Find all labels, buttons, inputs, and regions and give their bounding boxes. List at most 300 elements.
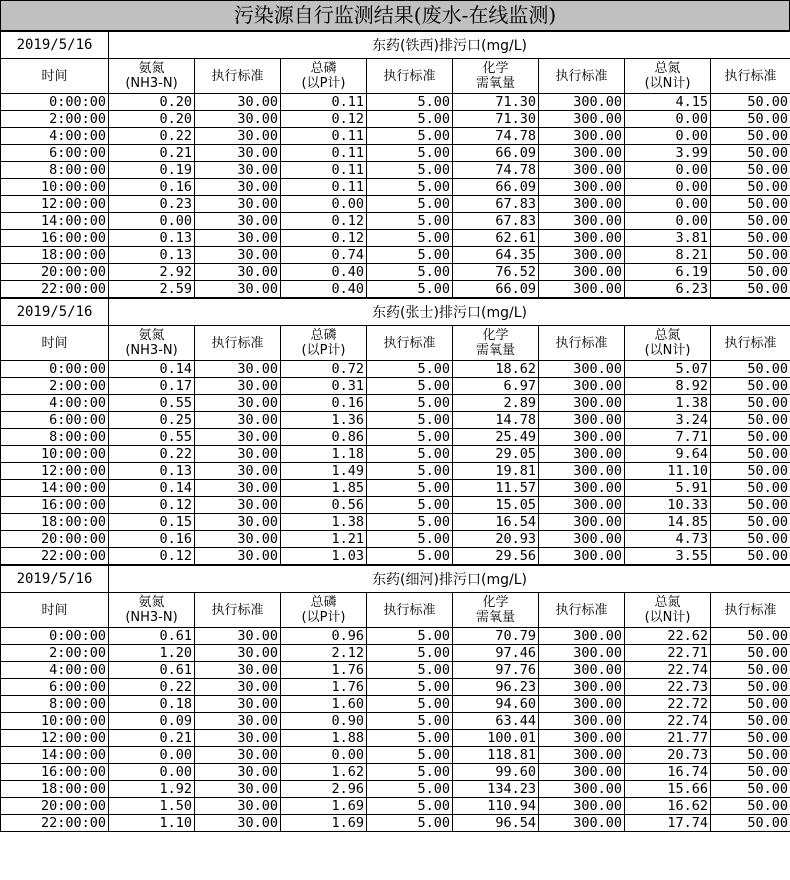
header-standard-phosphorus (367, 59, 453, 94)
cell-standard: 50.00 (711, 412, 790, 429)
header-label: 时间 (41, 602, 68, 618)
table-row (1, 514, 790, 531)
cell-time: 4:00:00 (1, 662, 109, 679)
cell-total-nitrogen: 0.00 (625, 213, 711, 230)
header-label: (以P计) (301, 76, 346, 91)
header-label: 执行标准 (383, 335, 436, 351)
header-label: (以P计) (301, 610, 346, 625)
cell-time: 16:00:00 (1, 764, 109, 781)
cell-total-nitrogen: 0.00 (625, 111, 711, 128)
table-row (1, 798, 790, 815)
cell-standard: 30.00 (195, 531, 281, 548)
table-row (1, 713, 790, 730)
cell-time: 0:00:00 (1, 361, 109, 378)
cell-standard: 5.00 (367, 412, 453, 429)
cell-total-phosphorus: 0.16 (281, 395, 367, 412)
table-row (1, 281, 790, 298)
cell-standard: 300.00 (539, 179, 625, 196)
cell-ammonia: 0.15 (109, 514, 195, 531)
cell-ammonia: 0.61 (109, 662, 195, 679)
cell-total-phosphorus: 0.96 (281, 628, 367, 645)
cell-standard: 5.00 (367, 463, 453, 480)
cell-standard: 50.00 (711, 395, 790, 412)
cell-ammonia: 0.21 (109, 145, 195, 162)
cell-standard: 50.00 (711, 429, 790, 446)
cell-total-nitrogen: 3.24 (625, 412, 711, 429)
cell-total-nitrogen: 22.62 (625, 628, 711, 645)
cell-total-phosphorus: 1.03 (281, 548, 367, 565)
cell-ammonia: 2.92 (109, 264, 195, 281)
cell-total-phosphorus: 0.40 (281, 281, 367, 298)
header-time (1, 59, 109, 94)
cell-standard: 50.00 (711, 514, 790, 531)
cell-ammonia: 1.20 (109, 645, 195, 662)
cell-standard: 5.00 (367, 679, 453, 696)
header-label: (以N计) (644, 76, 691, 91)
cell-total-nitrogen: 22.73 (625, 679, 711, 696)
cell-ammonia: 1.50 (109, 798, 195, 815)
table-row (1, 446, 790, 463)
cell-standard: 30.00 (195, 781, 281, 798)
cell-time: 10:00:00 (1, 179, 109, 196)
header-ammonia (109, 326, 195, 361)
cell-ammonia: 0.19 (109, 162, 195, 179)
cell-total-nitrogen: 0.00 (625, 196, 711, 213)
cell-time: 18:00:00 (1, 247, 109, 264)
header-label: 总氮 (654, 61, 681, 76)
cell-standard: 50.00 (711, 815, 790, 832)
cell-cod: 6.97 (453, 378, 539, 395)
cell-standard: 50.00 (711, 179, 790, 196)
cell-total-phosphorus: 1.88 (281, 730, 367, 747)
cell-ammonia: 0.13 (109, 230, 195, 247)
cell-standard: 5.00 (367, 264, 453, 281)
cell-time: 16:00:00 (1, 230, 109, 247)
header-standard-ammonia (195, 326, 281, 361)
cell-cod: 29.05 (453, 446, 539, 463)
monitoring-blocks (0, 31, 790, 832)
cell-ammonia: 0.17 (109, 378, 195, 395)
header-label: (NH3-N) (125, 610, 178, 625)
cell-cod: 67.83 (453, 196, 539, 213)
cell-standard: 300.00 (539, 128, 625, 145)
cell-time: 22:00:00 (1, 281, 109, 298)
header-label: 执行标准 (383, 602, 436, 618)
cell-standard: 300.00 (539, 548, 625, 565)
cell-standard: 30.00 (195, 94, 281, 111)
cell-standard: 30.00 (195, 480, 281, 497)
cell-standard: 30.00 (195, 645, 281, 662)
header-total-phosphorus (281, 59, 367, 94)
cell-standard: 300.00 (539, 662, 625, 679)
cell-ammonia: 0.22 (109, 128, 195, 145)
cell-time: 2:00:00 (1, 111, 109, 128)
cell-standard: 50.00 (711, 446, 790, 463)
cell-standard: 5.00 (367, 378, 453, 395)
cell-standard: 300.00 (539, 480, 625, 497)
cell-standard: 5.00 (367, 145, 453, 162)
header-standard-nitrogen (711, 593, 790, 628)
cell-time: 12:00:00 (1, 196, 109, 213)
header-label: (以P计) (301, 343, 346, 358)
cell-standard: 50.00 (711, 480, 790, 497)
header-label: 需氧量 (475, 76, 515, 91)
cell-standard: 50.00 (711, 213, 790, 230)
cell-standard: 30.00 (195, 264, 281, 281)
cell-cod: 118.81 (453, 747, 539, 764)
cell-time: 14:00:00 (1, 480, 109, 497)
table-row (1, 463, 790, 480)
header-label: 需氧量 (475, 610, 515, 625)
header-label: 氨氮 (138, 61, 165, 76)
cell-total-phosphorus: 0.11 (281, 94, 367, 111)
cell-total-nitrogen: 3.81 (625, 230, 711, 247)
cell-standard: 30.00 (195, 446, 281, 463)
cell-total-nitrogen: 17.74 (625, 815, 711, 832)
cell-standard: 30.00 (195, 145, 281, 162)
header-label: 化学 (482, 595, 509, 610)
cell-standard: 5.00 (367, 162, 453, 179)
header-cod (453, 59, 539, 94)
station-name: 东药(铁西)排污口(mg/L) (109, 32, 790, 59)
cell-standard: 50.00 (711, 798, 790, 815)
cell-standard: 300.00 (539, 378, 625, 395)
cell-ammonia: 0.25 (109, 412, 195, 429)
cell-standard: 30.00 (195, 128, 281, 145)
cell-standard: 5.00 (367, 815, 453, 832)
table-row (1, 213, 790, 230)
table-row (1, 111, 790, 128)
cell-standard: 300.00 (539, 412, 625, 429)
header-standard-nitrogen (711, 59, 790, 94)
cell-time: 22:00:00 (1, 815, 109, 832)
table-row (1, 395, 790, 412)
table-row (1, 378, 790, 395)
cell-time: 16:00:00 (1, 497, 109, 514)
cell-standard: 30.00 (195, 514, 281, 531)
station-table (0, 298, 790, 565)
cell-total-nitrogen: 22.74 (625, 713, 711, 730)
cell-ammonia: 0.55 (109, 395, 195, 412)
header-standard-cod (539, 326, 625, 361)
cell-standard: 30.00 (195, 764, 281, 781)
cell-standard: 5.00 (367, 645, 453, 662)
cell-standard: 5.00 (367, 361, 453, 378)
cell-standard: 50.00 (711, 781, 790, 798)
header-label: (NH3-N) (125, 76, 178, 91)
header-label: (NH3-N) (125, 343, 178, 358)
sheet-title: 污染源自行监测结果(废水-在线监测) (0, 0, 790, 31)
cell-total-phosphorus: 0.11 (281, 145, 367, 162)
cell-total-phosphorus: 0.11 (281, 179, 367, 196)
station-table (0, 565, 790, 832)
table-row (1, 730, 790, 747)
cell-total-nitrogen: 5.07 (625, 361, 711, 378)
cell-standard: 300.00 (539, 497, 625, 514)
cell-time: 6:00:00 (1, 679, 109, 696)
cell-total-nitrogen: 0.00 (625, 162, 711, 179)
cell-standard: 30.00 (195, 747, 281, 764)
cell-standard: 30.00 (195, 162, 281, 179)
cell-standard: 50.00 (711, 730, 790, 747)
cell-time: 6:00:00 (1, 145, 109, 162)
cell-total-nitrogen: 5.91 (625, 480, 711, 497)
cell-total-nitrogen: 11.10 (625, 463, 711, 480)
cell-time: 8:00:00 (1, 429, 109, 446)
cell-total-phosphorus: 1.85 (281, 480, 367, 497)
table-row (1, 480, 790, 497)
cell-total-phosphorus: 0.90 (281, 713, 367, 730)
table-row (1, 781, 790, 798)
header-label: 总氮 (654, 595, 681, 610)
cell-total-phosphorus: 0.12 (281, 230, 367, 247)
cell-ammonia: 0.61 (109, 628, 195, 645)
cell-total-phosphorus: 0.11 (281, 162, 367, 179)
header-standard-ammonia (195, 59, 281, 94)
cell-time: 12:00:00 (1, 730, 109, 747)
cell-standard: 30.00 (195, 213, 281, 230)
cell-standard: 5.00 (367, 497, 453, 514)
cell-total-nitrogen: 6.23 (625, 281, 711, 298)
cell-standard: 50.00 (711, 696, 790, 713)
cell-standard: 30.00 (195, 730, 281, 747)
cell-total-nitrogen: 0.00 (625, 179, 711, 196)
cell-total-phosphorus: 0.00 (281, 196, 367, 213)
header-label: 执行标准 (211, 335, 264, 351)
cell-standard: 30.00 (195, 395, 281, 412)
cell-ammonia: 0.20 (109, 111, 195, 128)
header-standard-nitrogen (711, 326, 790, 361)
cell-time: 4:00:00 (1, 395, 109, 412)
cell-time: 20:00:00 (1, 264, 109, 281)
cell-standard: 5.00 (367, 628, 453, 645)
header-label: 需氧量 (475, 343, 515, 358)
cell-total-phosphorus: 1.62 (281, 764, 367, 781)
header-label: 执行标准 (211, 602, 264, 618)
cell-total-nitrogen: 16.62 (625, 798, 711, 815)
cell-total-phosphorus: 0.40 (281, 264, 367, 281)
cell-cod: 74.78 (453, 128, 539, 145)
cell-standard: 50.00 (711, 281, 790, 298)
cell-ammonia: 0.14 (109, 361, 195, 378)
cell-standard: 50.00 (711, 378, 790, 395)
table-row (1, 497, 790, 514)
cell-cod: 66.09 (453, 145, 539, 162)
cell-cod: 99.60 (453, 764, 539, 781)
cell-total-phosphorus: 1.69 (281, 815, 367, 832)
cell-ammonia: 0.12 (109, 497, 195, 514)
cell-total-phosphorus: 1.76 (281, 662, 367, 679)
cell-cod: 134.23 (453, 781, 539, 798)
cell-standard: 50.00 (711, 111, 790, 128)
cell-ammonia: 0.13 (109, 463, 195, 480)
cell-ammonia: 0.00 (109, 764, 195, 781)
cell-standard: 5.00 (367, 446, 453, 463)
cell-total-phosphorus: 1.76 (281, 679, 367, 696)
cell-time: 6:00:00 (1, 412, 109, 429)
header-label: 执行标准 (555, 68, 608, 84)
header-total-nitrogen (625, 59, 711, 94)
cell-time: 22:00:00 (1, 548, 109, 565)
cell-total-nitrogen: 14.85 (625, 514, 711, 531)
cell-time: 8:00:00 (1, 696, 109, 713)
cell-cod: 74.78 (453, 162, 539, 179)
cell-time: 8:00:00 (1, 162, 109, 179)
cell-standard: 5.00 (367, 395, 453, 412)
cell-standard: 300.00 (539, 361, 625, 378)
cell-cod: 97.76 (453, 662, 539, 679)
table-row (1, 128, 790, 145)
cell-standard: 50.00 (711, 264, 790, 281)
block-date: 2019/5/16 (1, 299, 109, 326)
cell-standard: 50.00 (711, 628, 790, 645)
cell-cod: 97.46 (453, 645, 539, 662)
cell-standard: 30.00 (195, 412, 281, 429)
header-standard-phosphorus (367, 593, 453, 628)
cell-standard: 300.00 (539, 696, 625, 713)
table-row (1, 679, 790, 696)
table-row (1, 662, 790, 679)
header-label: 氨氮 (138, 595, 165, 610)
cell-ammonia: 0.09 (109, 713, 195, 730)
cell-standard: 50.00 (711, 196, 790, 213)
cell-cod: 25.49 (453, 429, 539, 446)
cell-standard: 5.00 (367, 128, 453, 145)
cell-cod: 71.30 (453, 94, 539, 111)
cell-total-phosphorus: 0.12 (281, 111, 367, 128)
cell-total-phosphorus: 0.56 (281, 497, 367, 514)
cell-total-phosphorus: 1.69 (281, 798, 367, 815)
cell-time: 4:00:00 (1, 128, 109, 145)
cell-standard: 30.00 (195, 230, 281, 247)
cell-standard: 5.00 (367, 111, 453, 128)
cell-standard: 300.00 (539, 679, 625, 696)
cell-standard: 50.00 (711, 94, 790, 111)
cell-standard: 300.00 (539, 429, 625, 446)
table-row (1, 764, 790, 781)
cell-ammonia: 0.22 (109, 679, 195, 696)
header-label: 执行标准 (383, 68, 436, 84)
cell-time: 0:00:00 (1, 94, 109, 111)
table-row (1, 645, 790, 662)
cell-cod: 96.23 (453, 679, 539, 696)
cell-ammonia: 0.14 (109, 480, 195, 497)
cell-time: 18:00:00 (1, 514, 109, 531)
cell-cod: 67.83 (453, 213, 539, 230)
header-cod (453, 326, 539, 361)
header-label: 执行标准 (724, 335, 777, 351)
table-row (1, 815, 790, 832)
header-standard-ammonia (195, 593, 281, 628)
cell-ammonia: 0.16 (109, 179, 195, 196)
cell-standard: 5.00 (367, 696, 453, 713)
header-total-nitrogen (625, 326, 711, 361)
cell-standard: 300.00 (539, 446, 625, 463)
cell-cod: 76.52 (453, 264, 539, 281)
cell-total-nitrogen: 8.92 (625, 378, 711, 395)
cell-standard: 5.00 (367, 747, 453, 764)
header-label: 执行标准 (211, 68, 264, 84)
cell-standard: 5.00 (367, 781, 453, 798)
cell-cod: 110.94 (453, 798, 539, 815)
cell-cod: 62.61 (453, 230, 539, 247)
cell-standard: 300.00 (539, 463, 625, 480)
header-standard-cod (539, 59, 625, 94)
cell-standard: 30.00 (195, 798, 281, 815)
cell-standard: 300.00 (539, 145, 625, 162)
header-label: 总磷 (310, 328, 337, 343)
cell-total-phosphorus: 0.31 (281, 378, 367, 395)
cell-standard: 50.00 (711, 497, 790, 514)
cell-total-nitrogen: 20.73 (625, 747, 711, 764)
table-row (1, 548, 790, 565)
cell-standard: 300.00 (539, 247, 625, 264)
cell-cod: 100.01 (453, 730, 539, 747)
cell-standard: 300.00 (539, 645, 625, 662)
header-label: 执行标准 (555, 602, 608, 618)
header-label: 时间 (41, 335, 68, 351)
cell-total-phosphorus: 1.18 (281, 446, 367, 463)
cell-standard: 50.00 (711, 713, 790, 730)
cell-standard: 30.00 (195, 497, 281, 514)
cell-standard: 5.00 (367, 480, 453, 497)
cell-total-nitrogen: 16.74 (625, 764, 711, 781)
cell-cod: 64.35 (453, 247, 539, 264)
cell-cod: 19.81 (453, 463, 539, 480)
cell-total-nitrogen: 21.77 (625, 730, 711, 747)
header-time (1, 326, 109, 361)
cell-standard: 30.00 (195, 378, 281, 395)
station-name: 东药(细河)排污口(mg/L) (109, 566, 790, 593)
cell-cod: 16.54 (453, 514, 539, 531)
cell-standard: 300.00 (539, 628, 625, 645)
cell-total-phosphorus: 2.12 (281, 645, 367, 662)
cell-standard: 50.00 (711, 162, 790, 179)
cell-standard: 300.00 (539, 281, 625, 298)
cell-total-nitrogen: 7.71 (625, 429, 711, 446)
cell-standard: 30.00 (195, 713, 281, 730)
cell-cod: 70.79 (453, 628, 539, 645)
cell-cod: 71.30 (453, 111, 539, 128)
table-row (1, 264, 790, 281)
cell-standard: 5.00 (367, 798, 453, 815)
cell-total-phosphorus: 0.86 (281, 429, 367, 446)
cell-total-nitrogen: 0.00 (625, 128, 711, 145)
header-label: 化学 (482, 61, 509, 76)
cell-standard: 300.00 (539, 798, 625, 815)
cell-standard: 5.00 (367, 730, 453, 747)
header-label: 执行标准 (724, 68, 777, 84)
table-row (1, 162, 790, 179)
cell-time: 0:00:00 (1, 628, 109, 645)
cell-cod: 11.57 (453, 480, 539, 497)
cell-total-phosphorus: 1.21 (281, 531, 367, 548)
cell-time: 2:00:00 (1, 378, 109, 395)
cell-standard: 30.00 (195, 429, 281, 446)
cell-total-nitrogen: 10.33 (625, 497, 711, 514)
cell-total-phosphorus: 1.60 (281, 696, 367, 713)
cell-standard: 30.00 (195, 679, 281, 696)
cell-standard: 5.00 (367, 548, 453, 565)
cell-standard: 5.00 (367, 247, 453, 264)
cell-standard: 50.00 (711, 230, 790, 247)
table-row (1, 696, 790, 713)
cell-standard: 30.00 (195, 696, 281, 713)
header-total-nitrogen (625, 593, 711, 628)
table-row (1, 247, 790, 264)
cell-ammonia: 0.12 (109, 548, 195, 565)
cell-standard: 300.00 (539, 764, 625, 781)
